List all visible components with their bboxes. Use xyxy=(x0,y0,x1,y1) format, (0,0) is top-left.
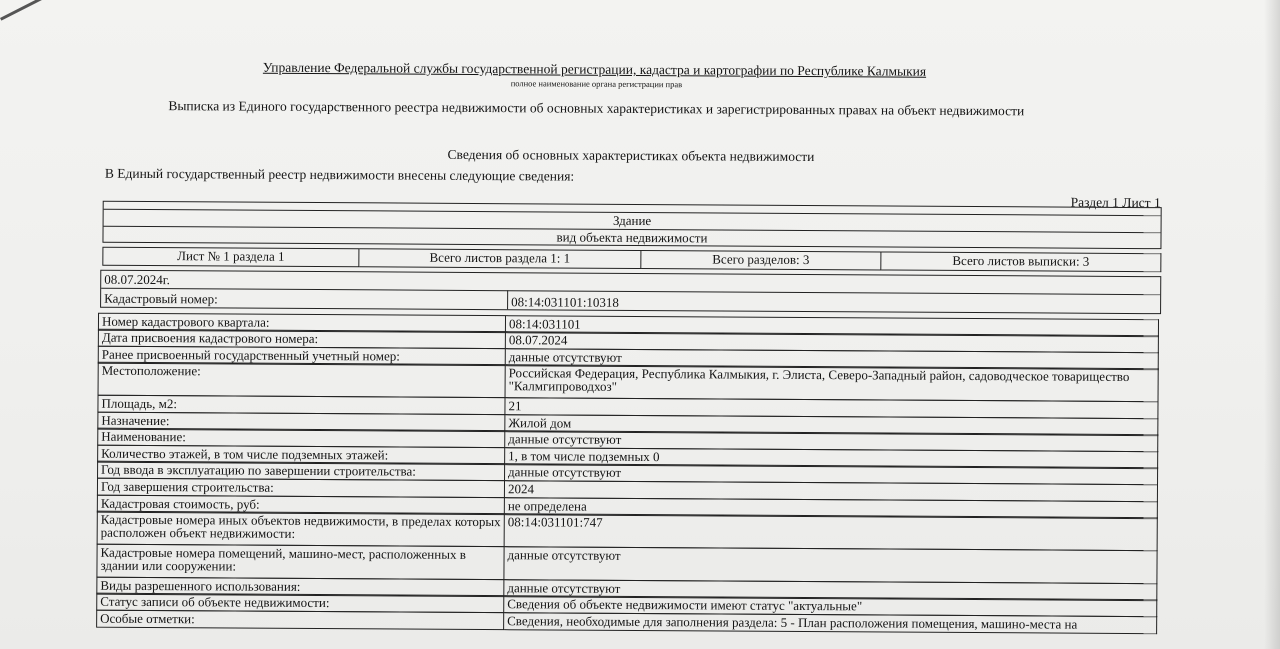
total-sheets-section: Всего листов раздела 1: 1 xyxy=(359,248,641,269)
object-type-caption: вид объекта недвижимости xyxy=(556,229,708,246)
field-value: 08.07.2024 xyxy=(506,331,1159,353)
cadastral-divider xyxy=(507,290,508,309)
field-value: данные отсутствуют xyxy=(505,464,1158,486)
field-label: Кадастровая стоимость, руб: xyxy=(97,494,505,514)
field-label: Кадастровые номера иных объектов недвижимости, в пределах которых расположен объект недвижимости: xyxy=(97,511,505,547)
field-value: данные отсутствуют xyxy=(504,546,1157,584)
field-label: Год завершения строительства: xyxy=(97,478,505,498)
extract-title: Выписка из Единого государственного реестра недвижимости об основных характеристиках и зарегистрированных правах на объект недвижимости xyxy=(168,98,1025,119)
characteristics-table xyxy=(96,314,1159,634)
section-heading: Сведения об основных характеристиках объекта недвижимости xyxy=(447,146,815,165)
field-value: Сведения, необходимые для заполнения раздела: 5 - План расположения помещения, машино-места на xyxy=(504,612,1157,634)
field-label: Статус записи об объекте недвижимости: xyxy=(96,593,504,613)
section-reference: Раздел 1 Лист 1 xyxy=(1070,194,1161,211)
field-value: данные отсутствуют xyxy=(506,348,1159,370)
page-edge-shadow xyxy=(1264,0,1280,649)
field-label: Год ввода в эксплуатацию по завершении строительства: xyxy=(97,461,505,481)
intro-text: В Единый государственный реестр недвижимости внесены следующие сведения: xyxy=(104,165,575,184)
field-value: данные отсутствуют xyxy=(505,430,1158,452)
date-divider xyxy=(101,288,1160,295)
total-sections: Всего разделов: 3 xyxy=(641,250,881,270)
field-label: Кадастровые номера помещений, машино-мест, расположенных в здании или сооружении: xyxy=(96,544,504,580)
agency-name: Управление Федеральной службы государственной регистрации, кадастра и картографии по Республике Калмыкия xyxy=(262,59,927,79)
field-value: Сведения об объекте недвижимости имеют статус "актуальные" xyxy=(504,595,1157,617)
field-label: Количество этажей, в том числе подземных этажей: xyxy=(97,445,505,465)
table-row xyxy=(96,611,1157,634)
field-label: Дата присвоения кадастрового номера: xyxy=(98,329,506,349)
field-value: Жилой дом xyxy=(505,414,1158,436)
field-value: данные отсутствуют xyxy=(504,579,1157,601)
sheet-number: Лист № 1 раздела 1 xyxy=(102,247,359,268)
field-value: 08:14:031101 xyxy=(506,315,1159,337)
field-label: Местоположение: xyxy=(98,362,506,398)
field-value: 2024 xyxy=(505,480,1158,502)
field-label: Виды разрешенного использования: xyxy=(96,576,504,596)
extract-date: 08.07.2024г. xyxy=(104,271,170,288)
cadastral-label: Кадастровый номер: xyxy=(104,290,218,307)
cadastral-value: 08:14:031101:10318 xyxy=(511,294,620,310)
field-label: Ранее присвоенный государственный учетный номер: xyxy=(98,346,506,366)
field-label: Номер кадастрового квартала: xyxy=(98,312,506,332)
date-cadastral-box xyxy=(100,270,1161,314)
agency-caption: полное наименование органа регистрации прав xyxy=(510,78,683,90)
field-label: Наименование: xyxy=(97,428,505,448)
field-value: 21 xyxy=(505,397,1158,419)
field-label: Назначение: xyxy=(97,411,505,431)
field-label: Площадь, м2: xyxy=(97,395,505,415)
field-value: 1, в том числе подземных 0 xyxy=(505,447,1158,469)
total-sheets-extract: Всего листов выписки: 3 xyxy=(881,251,1161,272)
field-value: не определена xyxy=(505,497,1158,519)
object-type-value: Здание xyxy=(104,211,1161,233)
field-label: Особые отметки: xyxy=(96,609,504,629)
field-value: Российская Федерация, Республика Калмыкия, г. Элиста, Северо-Западный район, садоводческое товарищество "Калмгипроводхоз" xyxy=(506,365,1159,403)
object-type-box xyxy=(102,201,1161,249)
sheet-info-row xyxy=(102,247,1161,272)
field-value: 08:14:031101:747 xyxy=(505,513,1158,551)
